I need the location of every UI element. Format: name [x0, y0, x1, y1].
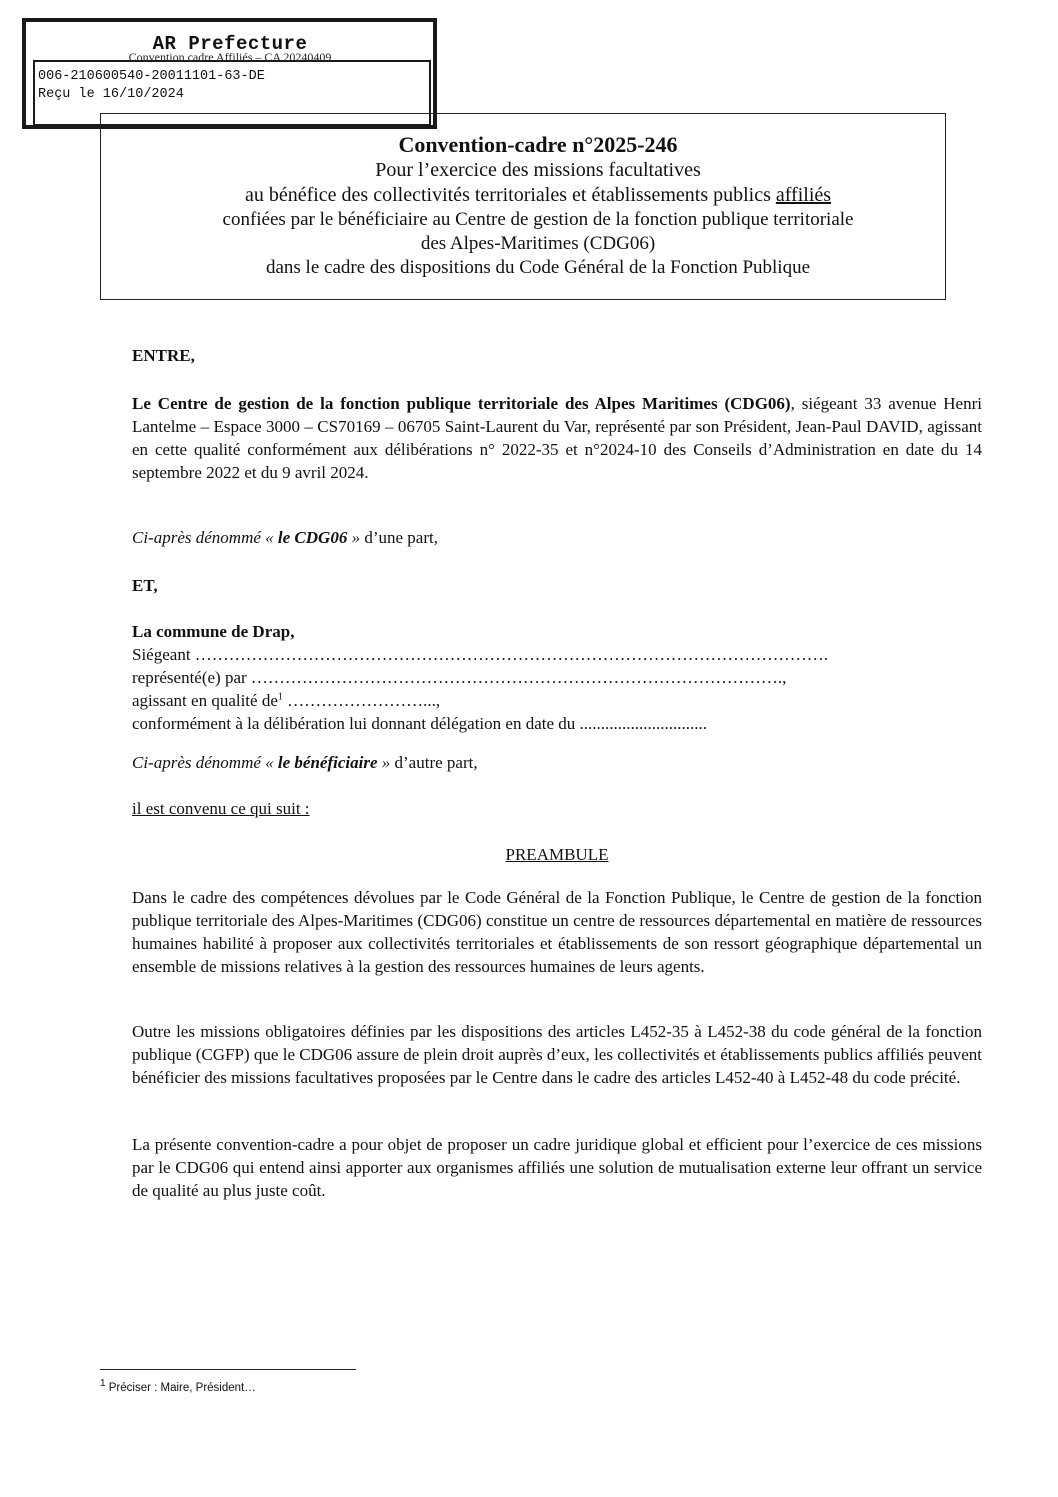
siegeant-line: Siégeant ………………………………………………………………………………………………….	[132, 645, 829, 664]
beneficiary-designation: Ci-après dénommé « le bénéficiaire » d’autre part,	[132, 753, 478, 772]
footnote: $^1$ Préciser : Maire, Président…	[100, 1378, 256, 1394]
title-line-cdg06: des Alpes-Maritimes (CDG06)	[420, 233, 656, 254]
preambule-paragraph-2: Outre les missions obligatoires définies par les dispositions des articles L452-35 à L452-38 du code général de la fonction publique (CGFP) que le CDG06 assure de plein droit auprès d’eux, les collectivités et établissements publics affiliés peuvent bénéficier des missions facultatives proposées par le Centre dans le cadre des articles L452-40 à L452-48 du code précité.	[132, 1022, 982, 1087]
beneficiary-party-block	[132, 620, 982, 735]
deliberation-line: conformément à la délibération lui donnant délégation en date du ..............................	[132, 714, 708, 733]
footnote-separator	[100, 1369, 356, 1370]
preambule-paragraph-3: La présente convention-cadre a pour objet de proposer un cadre juridique global et efficient pour l’exercice de ces missions par le CDG06 qui entend ainsi apporter aux organismes affiliés une solution de mutualisation externe leur offrant un service de qualité au plus juste coût.	[132, 1135, 982, 1200]
convenu-line: il est convenu ce qui suit :	[132, 799, 310, 818]
cdg-party-name: Le Centre de gestion de la fonction publique territoriale des Alpes Maritimes (CDG06)	[132, 394, 791, 413]
cdg-designation: Ci-après dénommé « le CDG06 » d’une part,	[132, 528, 438, 547]
footnote-ref: 1	[277, 691, 283, 703]
title-line-beneficiaries: au bénéfice des collectivités territoriales et établissements publics affiliés	[244, 184, 832, 206]
preambule-paragraph-1: Dans le cadre des compétences dévolues par le Code Général de la Fonction Publique, le Centre de gestion de la fonction publique territoriale des Alpes-Maritimes (CDG06) constitue un centre de ressources départemental en matière de ressources humaines habilité à proposer aux collectivités territoriales et établissements de son ressort géographique départemental un ensemble de missions relatives à la gestion des ressources humaines de leurs agents.	[132, 888, 982, 976]
et-heading: ET,	[132, 576, 158, 595]
document-subtitle: Pour l’exercice des missions facultatives	[375, 159, 701, 181]
commune-name: La commune de Drap,	[132, 622, 295, 641]
cdg-party-paragraph: Le Centre de gestion de la fonction publique territoriale des Alpes Maritimes (CDG06), siégeant 33 avenue Henri Lantelme – Espace 3000 – CS70169 – 06705 Saint-Laurent du Var, représenté par son Président, Jean-Paul DAVID, agissant en cette qualité conformément aux délibérations n° 2022-35 et n°2024-10 des Conseils d’Administration en date du 14 septembre 2022 et du 9 avril 2024.	[132, 394, 982, 482]
document-title: Convention-cadre n°2025-246	[398, 132, 678, 157]
qualite-line: agissant en qualité $de^1$ ……………………...,	[132, 691, 441, 710]
title-block	[100, 131, 976, 280]
preambule-heading: PREAMBULE	[505, 845, 609, 864]
title-line-code: dans le cadre des dispositions du Code Général de la Fonction Publique	[265, 257, 811, 278]
stamp-document-header: Convention cadre Affiliés – CA 20240409	[128, 50, 332, 64]
stamp-title: AR Prefecture	[152, 33, 308, 55]
title-line-confiees: confiées par le bénéficiaire au Centre de gestion de la fonction publique territoriale	[222, 209, 854, 230]
stamp-reference: 006-210600540-20011101-63-DE	[38, 69, 265, 84]
stamp-received-date: Reçu le 16/10/2024	[38, 87, 184, 102]
affilies-underlined: affiliés	[775, 184, 832, 206]
represente-line: représenté(e) par ………………………………………………………………………………….,	[132, 668, 787, 687]
entre-heading: ENTRE,	[132, 346, 195, 365]
